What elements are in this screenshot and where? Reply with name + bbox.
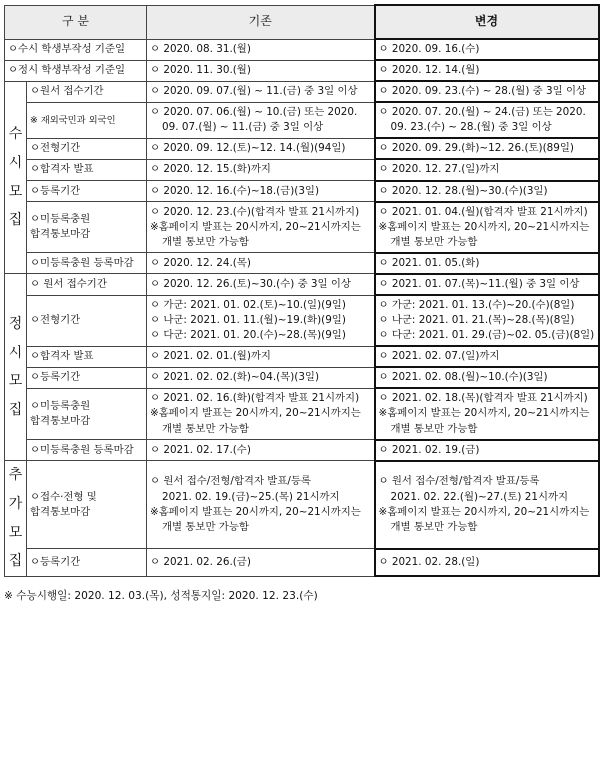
row-label [27, 202, 147, 253]
header-after: 변경 [375, 5, 599, 39]
table-row [5, 39, 599, 60]
after-value [375, 159, 599, 180]
section-label-char: 가 [8, 495, 23, 512]
cell-line: ㅇ 원서 접수/전형/합격자 발표/등록 [150, 475, 311, 488]
cell-line: ㅇ 2020. 11. 30.(월) [150, 64, 251, 77]
row-label [5, 60, 147, 81]
row-label [27, 102, 147, 138]
before-value [147, 367, 375, 388]
cell-line: ㅇ 2021. 01. 05.(화) [378, 256, 480, 269]
cell-line: ㅇ 2020. 12. 27.(일)까지 [378, 163, 500, 176]
cell-line: ㅇ 2020. 09. 07.(월) ~ 11.(금) 중 3일 이상 [150, 85, 358, 98]
cell-line: ㅇ 다군: 2021. 01. 20.(수)~28.(목)(9일) [150, 329, 346, 342]
after-value [375, 253, 599, 274]
cell-line: ㅇ 2021. 02. 18.(목)(합격자 발표 21시까지) [378, 392, 588, 405]
row-label [27, 388, 147, 439]
cell-line: 개별 통보만 가능함 [390, 520, 478, 533]
section-label-char: 모 [8, 183, 23, 200]
cell-line: 개별 통보만 가능함 [162, 235, 249, 248]
table-row [5, 60, 599, 81]
row-label-text: ㅇ등록기간 [30, 184, 81, 197]
row-label [27, 367, 147, 388]
schedule-document [4, 4, 598, 603]
cell-line: ㅇ 2021. 02. 28.(일) [378, 555, 480, 568]
cell-line: ㅇ 2020. 07. 20.(월) ~ 24.(금) 또는 2020. [378, 106, 586, 119]
cell-line: ㅇ 2021. 02. 01.(월)까지 [150, 350, 271, 363]
row-label [27, 346, 147, 367]
cell-line: ㅇ 2020. 09. 12.(토)~12. 14.(월)(94일) [150, 142, 346, 155]
section-label-char: 모 [8, 373, 23, 390]
cell-line: ㅇ 2020. 09. 29.(화)~12. 26.(토)(89일) [378, 142, 574, 155]
section-label-char: 집 [8, 212, 23, 229]
row-label-text: ㅇ정시 학생부작성 기준일 [8, 64, 126, 77]
cell-line: 개별 통보만 가능함 [390, 235, 478, 248]
table-row [5, 81, 599, 102]
table-row [5, 549, 599, 577]
cell-line: 개별 통보만 가능함 [390, 422, 478, 435]
section-label-char: 집 [8, 402, 23, 419]
cell-line: ㅇ 2021. 02. 16.(화)(합격자 발표 21시까지) [150, 392, 360, 405]
cell-line: ㅇ 2020. 12. 24.(목) [150, 256, 251, 269]
cell-line: ※홈페이지 발표는 20시까지, 20~21시까지는 [378, 505, 590, 518]
cell-line: ㅇ 원서 접수/전형/합격자 발표/등록 [378, 475, 540, 488]
before-value [147, 181, 375, 202]
row-label [27, 440, 147, 461]
row-label-text: ㅇ등록기간 [30, 555, 81, 568]
cell-line: ㅇ 2021. 02. 02.(화)~04.(목)(3일) [150, 371, 320, 384]
after-value [375, 39, 599, 60]
before-value [147, 346, 375, 367]
row-label-text: ㅇ수시 학생부작성 기준일 [8, 43, 126, 55]
section-label [5, 81, 27, 274]
row-label [27, 274, 147, 295]
row-label [27, 159, 147, 180]
section-label [5, 274, 27, 461]
before-value [147, 60, 375, 81]
cell-line: ㅇ 2020. 07. 06.(월) ~ 10.(금) 또는 2020. [150, 106, 358, 119]
cell-line: 개별 통보만 가능함 [162, 520, 249, 533]
section-label-char: 수 [8, 126, 23, 143]
row-label [27, 461, 147, 549]
row-label [27, 549, 147, 577]
cell-line: ㅇ 나군: 2021. 01. 21.(목)~28.(목)(8일) [378, 314, 575, 327]
row-label [27, 81, 147, 102]
after-value [375, 202, 599, 253]
table-row [5, 388, 599, 439]
row-label-text: ㅇ전형기간 [30, 142, 81, 155]
row-label-text: ㅇ미등록충원 등록마감 [30, 443, 134, 456]
table-row [5, 202, 599, 253]
before-value [147, 102, 375, 138]
after-value [375, 461, 599, 549]
after-value [375, 388, 599, 439]
table-row [5, 367, 599, 388]
section-label-char: 시 [8, 344, 23, 361]
after-value [375, 81, 599, 102]
cell-line: ※홈페이지 발표는 20시까지, 20~21시까지는 [150, 407, 361, 420]
table-row [5, 461, 599, 549]
schedule-table [4, 4, 600, 577]
before-value [147, 81, 375, 102]
row-label-line: 합격통보마감 [30, 228, 91, 241]
cell-line: ※홈페이지 발표는 20시까지, 20~21시까지는 [378, 407, 590, 420]
after-value [375, 367, 599, 388]
row-label-text: ㅇ미등록충원 등록마감 [30, 256, 134, 269]
table-row [5, 138, 599, 159]
section-label-char: 집 [8, 553, 23, 570]
cell-line: ㅇ 2021. 02. 08.(월)~10.(수)(3일) [378, 371, 548, 384]
cell-line: ㅇ 2020. 09. 16.(수) [378, 43, 480, 55]
header-category: 구 분 [5, 5, 147, 39]
after-value [375, 274, 599, 295]
cell-line: ㅇ 가군: 2021. 01. 02.(토)~10.(일)(9일) [150, 299, 346, 312]
cell-line: 개별 통보만 가능함 [162, 422, 249, 435]
table-body [5, 39, 599, 576]
row-label-line: ㅇ접수·전형 및 [30, 490, 97, 503]
cell-line: 09. 07.(월) ~ 11.(금) 중 3일 이상 [162, 121, 324, 134]
before-value [147, 274, 375, 295]
before-value [147, 461, 375, 549]
cell-line: ㅇ 2020. 12. 14.(월) [378, 64, 480, 77]
cell-line: ㅇ 2021. 02. 17.(수) [150, 443, 251, 456]
table-row [5, 181, 599, 202]
row-label-line: ㅇ미등록충원 [30, 213, 91, 226]
before-value [147, 295, 375, 346]
footnote: ※ 수능시행일: 2020. 12. 03.(목), 성적통지일: 2020. 12. 23.(수) [4, 590, 318, 603]
cell-line: ㅇ 다군: 2021. 01. 29.(금)~02. 05.(금)(8일) [378, 329, 595, 342]
row-label-text: ㅇ등록기간 [30, 371, 81, 384]
row-label-text: ㅇ원서 접수기간 [30, 85, 104, 98]
header-before: 기존 [147, 5, 375, 39]
cell-line: ㅇ 2020. 12. 16.(수)~18.(금)(3일) [150, 184, 320, 197]
row-label [27, 181, 147, 202]
cell-line: ㅇ 가군: 2021. 01. 13.(수)~20.(수)(8일) [378, 299, 575, 312]
row-label [27, 138, 147, 159]
cell-line: ㅇ 2021. 02. 26.(금) [150, 555, 251, 568]
section-label-char: 시 [8, 154, 23, 171]
row-label-text: ㅇ전형기간 [30, 314, 81, 327]
cell-line: ㅇ 2020. 12. 28.(월)~30.(수)(3일) [378, 184, 548, 197]
before-value [147, 440, 375, 461]
row-label [5, 39, 147, 60]
cell-line: ㅇ 2021. 01. 07.(목)~11.(월) 중 3일 이상 [378, 277, 580, 290]
row-label [27, 295, 147, 346]
after-value [375, 102, 599, 138]
section-label-char: 추 [8, 467, 23, 484]
cell-line: 2021. 02. 19.(금)~25.(목) 21시까지 [162, 490, 340, 503]
cell-line: ㅇ 2020. 12. 15.(화)까지 [150, 163, 271, 176]
cell-line: ㅇ 2021. 02. 07.(일)까지 [378, 350, 500, 363]
section-label-char: 정 [8, 315, 23, 332]
after-value [375, 181, 599, 202]
table-row [5, 159, 599, 180]
before-value [147, 39, 375, 60]
cell-line: ㅇ 2020. 08. 31.(월) [150, 43, 251, 55]
table-row [5, 274, 599, 295]
after-value [375, 346, 599, 367]
before-value [147, 549, 375, 577]
after-value [375, 440, 599, 461]
table-row [5, 102, 599, 138]
row-label [27, 253, 147, 274]
table-row [5, 295, 599, 346]
row-label-line: 합격통보마감 [30, 415, 91, 428]
row-label-text: ㅇ합격자 발표 [30, 163, 94, 176]
section-label-char: 모 [8, 524, 23, 541]
after-value [375, 549, 599, 577]
row-label-text: ㅇ 원서 접수기간 [30, 277, 107, 290]
cell-line: 09. 23.(수) ~ 28.(월) 중 3일 이상 [390, 121, 552, 134]
table-row [5, 346, 599, 367]
cell-line: ㅇ 2020. 12. 26.(토)~30.(수) 중 3일 이상 [150, 277, 351, 290]
before-value [147, 253, 375, 274]
row-label-line: ㅇ미등록충원 [30, 399, 91, 412]
cell-line: ※홈페이지 발표는 20시까지, 20~21시까지는 [150, 220, 361, 233]
cell-line: ※홈페이지 발표는 20시까지, 20~21시까지는 [150, 505, 361, 518]
before-value [147, 388, 375, 439]
after-value [375, 295, 599, 346]
cell-line: ㅇ 나군: 2021. 01. 11.(월)~19.(화)(9일) [150, 314, 346, 327]
row-label-line: 합격통보마감 [30, 505, 91, 518]
after-value [375, 60, 599, 81]
section-label [5, 461, 27, 577]
before-value [147, 202, 375, 253]
cell-line: 2021. 02. 22.(월)~27.(토) 21시까지 [390, 490, 569, 503]
cell-line: ㅇ 2021. 01. 04.(월)(합격자 발표 21시까지) [378, 205, 588, 218]
cell-line: ㅇ 2020. 12. 23.(수)(합격자 발표 21시까지) [150, 205, 360, 218]
cell-line: ※홈페이지 발표는 20시까지, 20~21시까지는 [378, 220, 590, 233]
table-row [5, 440, 599, 461]
table-header-row [5, 5, 599, 39]
row-label-text: ※ 재외국민과 외국인 [30, 114, 116, 126]
cell-line: ㅇ 2021. 02. 19.(금) [378, 443, 480, 456]
table-row [5, 253, 599, 274]
row-label-text: ㅇ합격자 발표 [30, 350, 94, 363]
cell-line: ㅇ 2020. 09. 23.(수) ~ 28.(월) 중 3일 이상 [378, 85, 587, 98]
after-value [375, 138, 599, 159]
before-value [147, 138, 375, 159]
before-value [147, 159, 375, 180]
